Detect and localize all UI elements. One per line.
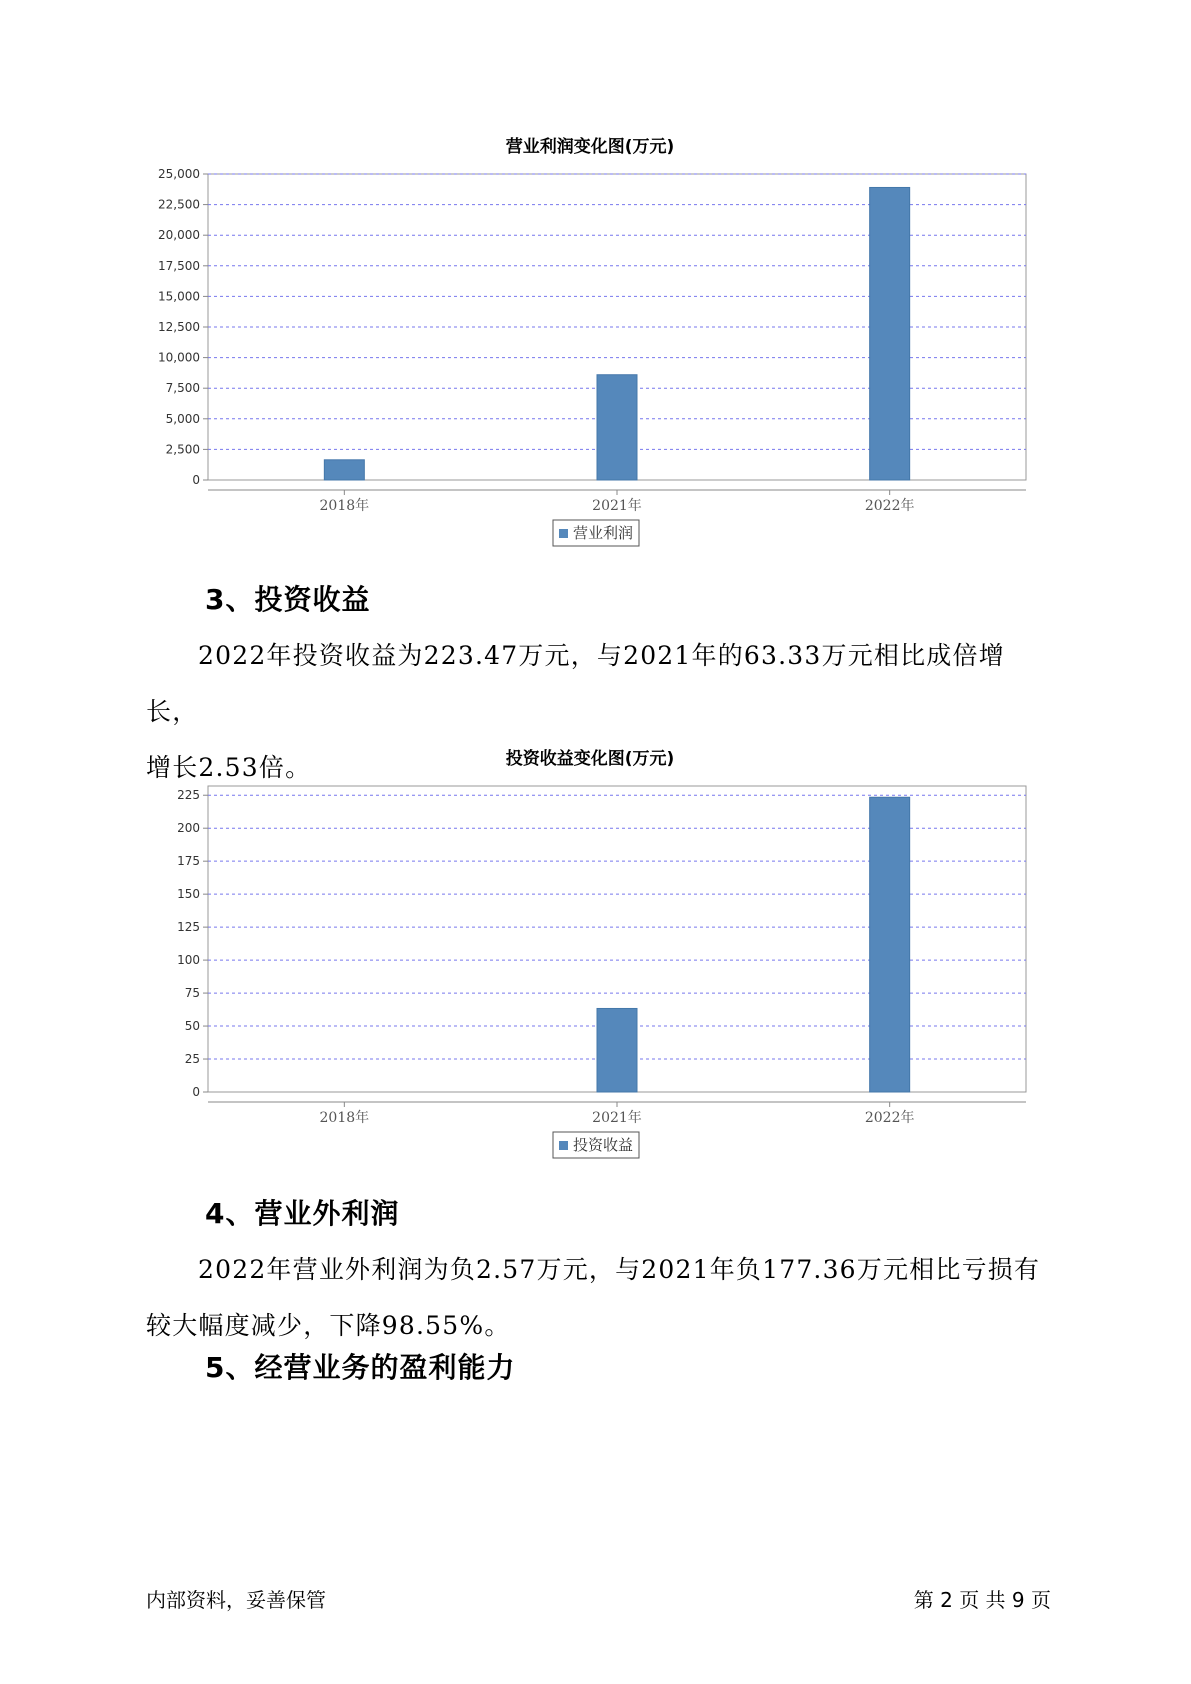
section-paragraph [146, 1242, 1046, 1354]
x-tick-label: 2021年 [592, 1110, 642, 1126]
paragraph-line: 2022年营业外利润为负2.57万元，与2021年负177.36万元相比亏损有 [198, 1255, 1041, 1284]
investment-income-chart [150, 742, 1030, 1162]
y-tick-label: 12,500 [158, 320, 200, 334]
y-tick-label: 150 [177, 887, 200, 902]
y-tick-label: 225 [177, 788, 200, 803]
x-tick-label: 2018年 [319, 1110, 370, 1126]
x-tick-label: 2018年 [319, 498, 370, 514]
y-tick-label: 25,000 [158, 167, 200, 181]
bar [324, 460, 364, 480]
x-tick-label: 2022年 [864, 498, 915, 514]
y-tick-label: 2,500 [165, 442, 200, 457]
footer-confidential: 内部资料，妥善保管 [146, 1588, 326, 1612]
y-tick-label: 175 [177, 854, 200, 869]
y-tick-label: 25 [184, 1052, 200, 1067]
chart-canvas [150, 130, 1030, 550]
y-tick-label: 50 [184, 1019, 200, 1034]
bar [597, 1008, 637, 1092]
bar [870, 187, 910, 480]
y-tick-label: 22,500 [158, 197, 200, 212]
y-tick-label: 0 [192, 1085, 200, 1099]
section-heading: 3、投资收益 [205, 583, 371, 616]
paragraph-line: 增长2.53倍。 [146, 753, 312, 782]
bar [597, 375, 637, 480]
y-tick-label: 15,000 [158, 289, 200, 304]
footer-page-number: 第 2 页 共 9 页 [913, 1588, 1051, 1612]
x-tick-label: 2022年 [864, 1110, 915, 1126]
y-tick-label: 200 [177, 821, 200, 836]
legend-label: 营业利润 [573, 524, 634, 542]
paragraph-line: 2022年投资收益为223.47万元，与2021年的63.33万元相比成倍增长， [146, 641, 1005, 726]
section-heading: 4、营业外利润 [205, 1197, 400, 1230]
x-tick-label: 2021年 [592, 498, 642, 514]
section-heading: 5、经营业务的盈利能力 [205, 1351, 516, 1384]
y-tick-label: 0 [192, 473, 200, 487]
y-tick-label: 7,500 [165, 381, 200, 396]
chart-canvas [150, 742, 1030, 1162]
y-tick-label: 125 [177, 920, 200, 935]
y-tick-label: 20,000 [158, 228, 200, 243]
legend-swatch [559, 1141, 568, 1150]
y-tick-label: 75 [184, 986, 200, 1001]
chart-title: 投资收益变化图(万元) [505, 749, 675, 769]
y-tick-label: 100 [177, 953, 200, 968]
operating-profit-chart [150, 130, 1030, 550]
y-tick-label: 17,500 [158, 258, 200, 273]
bar [870, 797, 910, 1092]
legend-label: 投资收益 [573, 1136, 634, 1154]
legend-swatch [559, 529, 568, 538]
y-tick-label: 5,000 [165, 411, 200, 426]
paragraph-line: 较大幅度减少，下降98.55%。 [146, 1311, 511, 1340]
chart-title: 营业利润变化图(万元) [505, 137, 675, 157]
y-tick-label: 10,000 [158, 350, 200, 365]
